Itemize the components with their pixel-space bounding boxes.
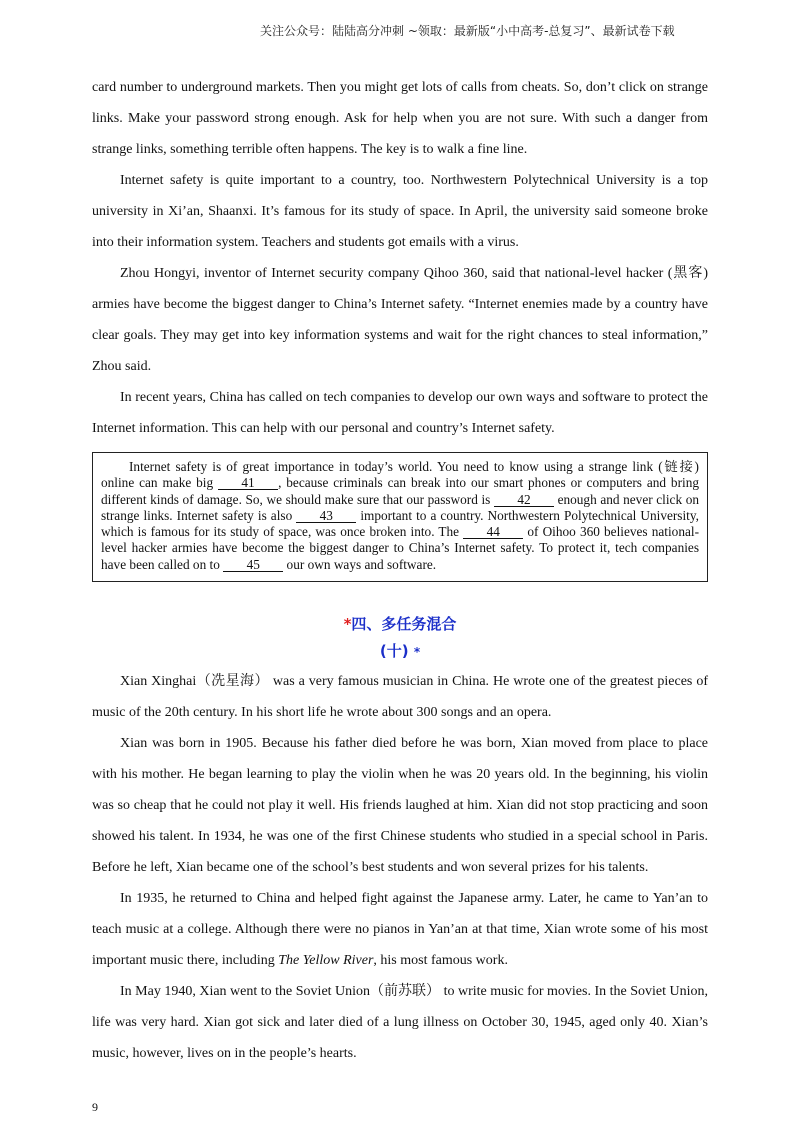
- section-title: [92, 612, 708, 636]
- passage2-paragraph-3: [92, 883, 708, 976]
- subtitle-star: *: [413, 645, 421, 660]
- passage2-paragraph-1: Xian Xinghai（冼星海） was a very famous musician in China. He wrote one of the greatest pieces of music of the 20th century. In his short life he wrote about 300 songs and an opera.: [92, 674, 708, 721]
- blank-42[interactable]: 42: [494, 493, 554, 507]
- blank-44[interactable]: 44: [463, 525, 523, 539]
- page-number: 9: [92, 1100, 98, 1114]
- passage1-paragraph-1: card number to underground markets. Then you might get lots of calls from cheats. So, don’t click on strange links. Make your password strong enough. Ask for help when you are not sure. With such a danger from strange links, something terrible often happens. The key is to walk a fine line.: [92, 80, 708, 157]
- blank-41[interactable]: 41: [218, 476, 278, 490]
- summary-box: [92, 452, 708, 582]
- section-subtitle: [92, 639, 708, 664]
- passage1-paragraph-3: Zhou Hongyi, inventor of Internet security company Qihoo 360, said that national-level hacker (黑客) armies have become the biggest danger to China’s Internet safety. “Internet enemies made by a country have clear goals. They may get into key information systems and wait for the right chances to steal information,” Zhou said.: [92, 266, 708, 374]
- passage2-paragraph-2: Xian was born in 1905. Because his father died before he was born, Xian moved from place to place with his mother. He began learning to play the violin when he was 20 years old. In the beginning, his violin was so cheap that he could not play it well. His friends laughed at him. Xian did not stop practicing and soon showed his talent. In 1934, he was one of the first Chinese students who studied in a special school in Paris. Before he left, Xian became one of the school’s best students and won several prizes for his talents.: [92, 736, 708, 876]
- document-body: [92, 72, 708, 1069]
- section-title-text: 四、多任务混合: [351, 615, 457, 634]
- summary-seg-5: of Oihoo 360 believes national-level hacker armies have become the biggest danger to China’s Internet safety. To protect it, tech companies have been called on to: [101, 524, 699, 572]
- summary-seg-6: our own ways and software.: [283, 556, 437, 572]
- section-star: *: [343, 615, 352, 634]
- summary-text: [101, 459, 699, 573]
- work-title: The Yellow River: [278, 953, 374, 969]
- passage2-p3-part-a: In 1935, he returned to China and helped fight against the Japanese army. Later, he came to Yan’an to teach music at a college. Although there were no pianos in Yan’an at that time, Xian wrote some of his most important music there, including: [92, 891, 708, 969]
- summary-seg-1: Internet safety is of great importance in today’s world. You need to know using a strange link (链接) online can make big: [101, 459, 699, 491]
- passage1-paragraph-4: In recent years, China has called on tech companies to develop our own ways and software to protect the Internet information. This can help with our personal and country’s Internet safety.: [92, 390, 708, 436]
- passage2-paragraph-4: In May 1940, Xian went to the Soviet Union（前苏联） to write music for movies. In the Soviet Union, life was very hard. Xian got sick and later died of a lung illness on October 30, 1945, aged only 40. Xian’s music, however, lives on in the people’s hearts.: [92, 984, 708, 1062]
- page-header: 关注公众号：陆陆高分冲刺 ~领取：最新版“小中高考-总复习”、最新试卷下载: [260, 24, 675, 38]
- summary-seg-4: important to a country. Northwestern Polytechnical University, which is famous for its study of space, was once broken into. The: [101, 507, 699, 540]
- passage2-p3-part-b: , his most famous work.: [373, 953, 508, 969]
- summary-seg-2: , because criminals can break into our smart phones or computers and bring different kinds of damage. So, we should make sure that our password is: [101, 475, 700, 507]
- summary-seg-3: enough and never click on strange links. Internet safety is also: [101, 491, 699, 523]
- blank-43[interactable]: 43: [296, 509, 356, 523]
- passage1-paragraph-2: Internet safety is quite important to a country, too. Northwestern Polytechnical University is a top university in Xi’an, Shaanxi. It’s famous for its study of space. In April, the university said someone broke into their information system. Teachers and students got emails with a virus.: [92, 173, 708, 250]
- blank-45[interactable]: 45: [223, 558, 283, 572]
- subtitle-text: (十): [379, 642, 409, 661]
